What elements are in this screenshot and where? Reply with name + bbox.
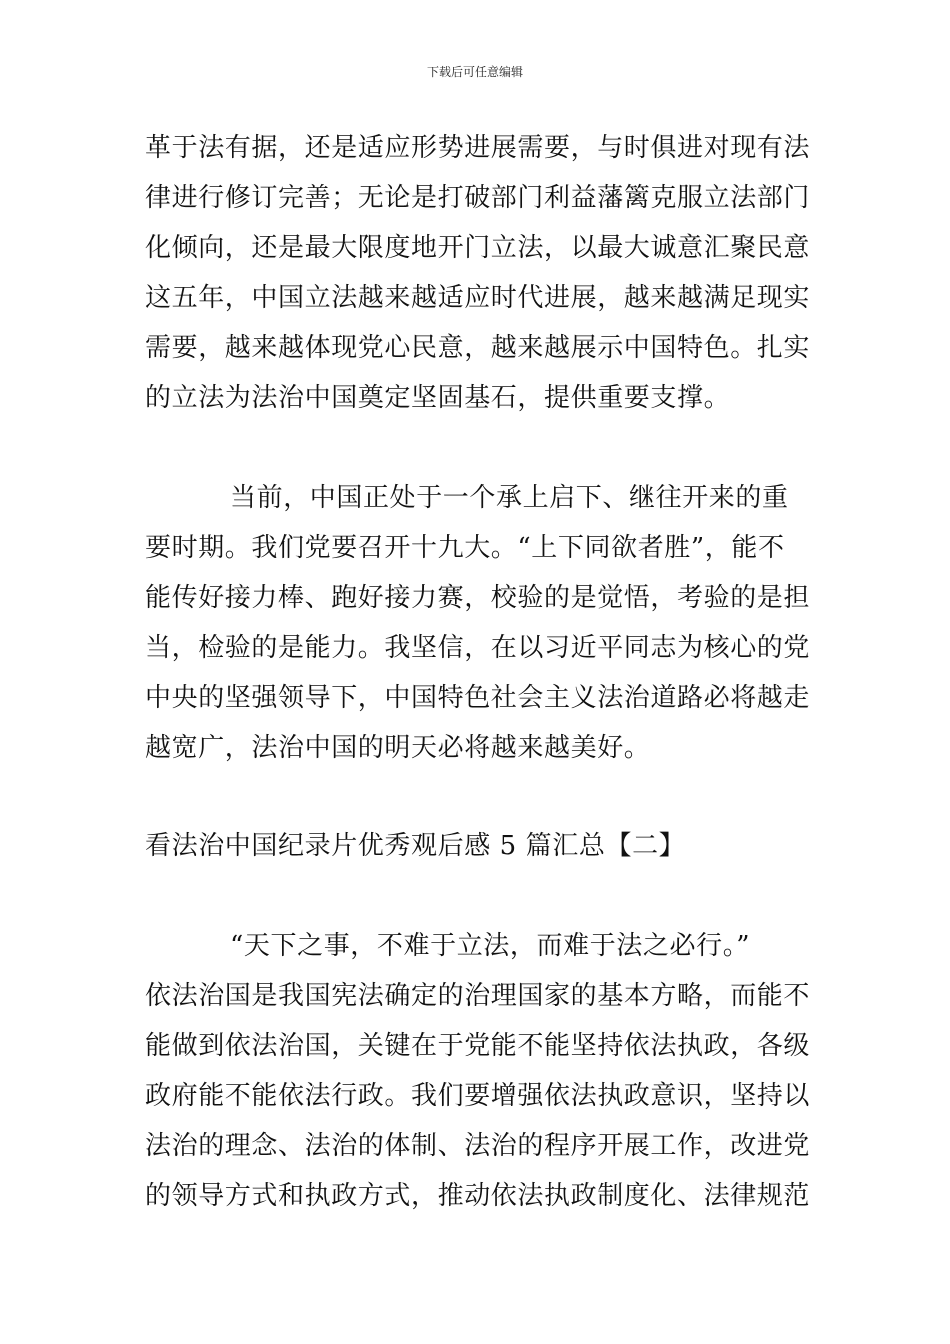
body-line: 化倾向，还是最大限度地开门立法，以最大诚意汇聚民意	[145, 233, 811, 263]
paragraph-start-line: 当前，中国正处于一个承上启下、继往开来的重	[230, 483, 789, 513]
body-line: 革于法有据，还是适应形势进展需要，与时俱进对现有法	[145, 133, 811, 163]
body-line: 要时期。我们党要召开十九大。“上下同欲者胜”，能不	[145, 533, 785, 563]
body-line: 政府能不能依法行政。我们要增强依法执政意识，坚持以	[145, 1081, 811, 1111]
section-heading: 看法治中国纪录片优秀观后感 5 篇汇总【二】	[145, 831, 686, 861]
page-header: 下载后可任意编辑	[426, 65, 523, 79]
body-line: 能做到依法治国，关键在于党能不能坚持依法执政，各级	[145, 1031, 811, 1061]
body-line: 法治的理念、法治的体制、法治的程序开展工作，改进党	[145, 1131, 811, 1161]
body-line: 当，检验的是能力。我坚信，在以习近平同志为核心的党	[145, 633, 811, 663]
body-line: 的领导方式和执政方式，推动依法执政制度化、法律规范	[145, 1181, 811, 1211]
body-line: 能传好接力棒、跑好接力赛，校验的是觉悟，考验的是担	[145, 583, 811, 613]
body-line: 律进行修订完善；无论是打破部门利益藩篱克服立法部门	[145, 183, 811, 213]
paragraph-start-line: “天下之事，不难于立法，而难于法之必行。”	[230, 931, 751, 961]
body-line: 的立法为法治中国奠定坚固基石，提供重要支撑。	[145, 383, 731, 413]
body-line: 中央的坚强领导下，中国特色社会主义法治道路必将越走	[145, 683, 811, 713]
body-line: 这五年，中国立法越来越适应时代进展，越来越满足现实	[145, 283, 811, 313]
body-line: 越宽广，法治中国的明天必将越来越美好。	[145, 733, 651, 763]
body-line: 需要，越来越体现党心民意，越来越展示中国特色。扎实	[145, 333, 811, 363]
body-line: 依法治国是我国宪法确定的治理国家的基本方略，而能不	[145, 981, 811, 1011]
